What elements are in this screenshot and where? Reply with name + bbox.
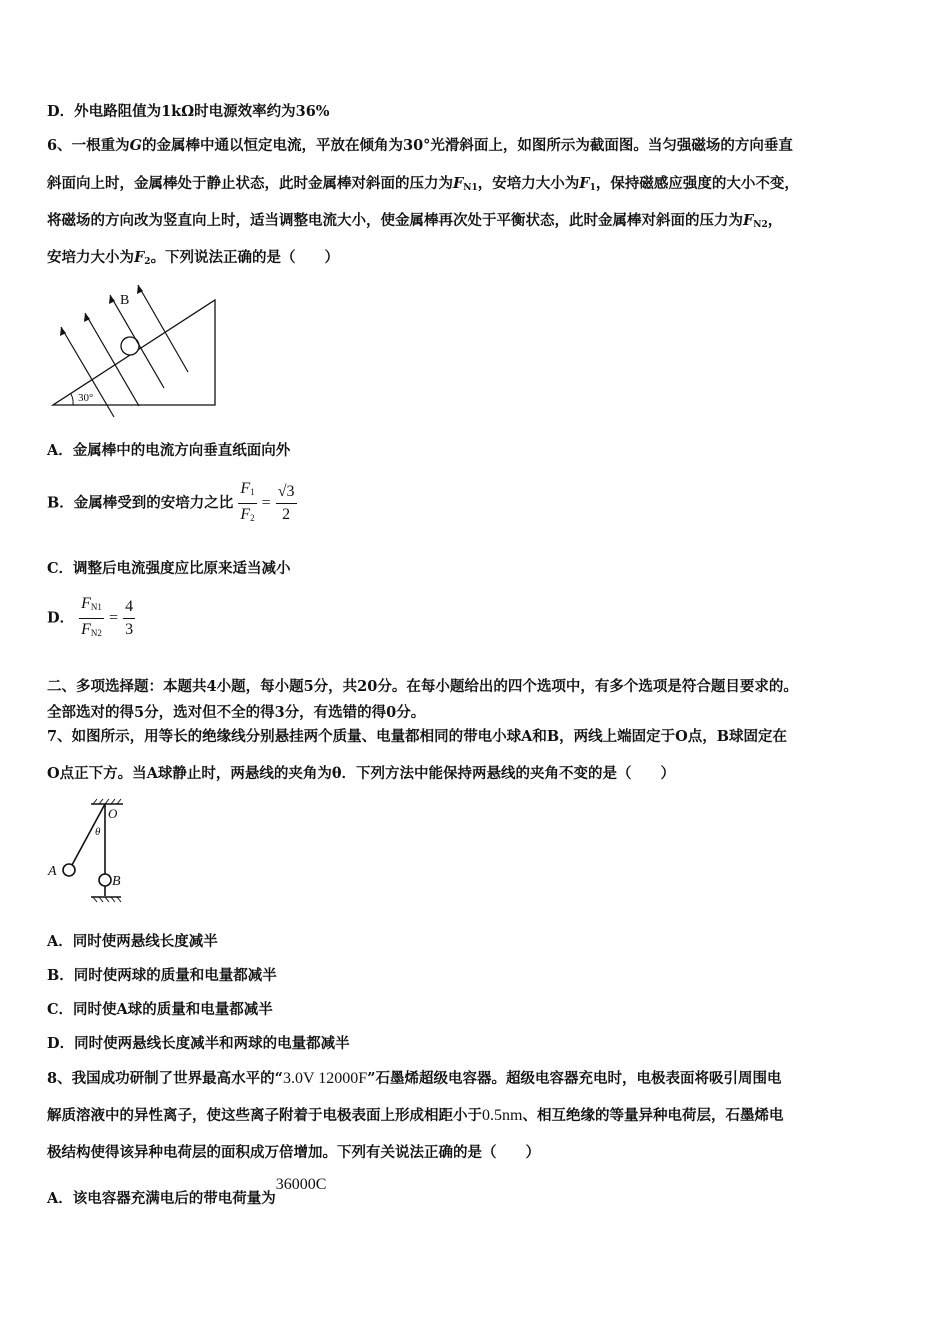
q6-stem-line4 [47, 248, 339, 272]
q8-stem-line1 [47, 1069, 781, 1089]
q6-stem-text: 斜面向上时，金属棒处于静止状态，此时金属棒对斜面的压力为 [47, 175, 453, 192]
q8-stem-text: ”石墨烯超级电容器。超级电容器充电时，电极表面将吸引周围电 [367, 1070, 782, 1087]
q5-option-d: D．外电路阻值为1kΩ时电源效率约为36% [47, 103, 330, 120]
q6-fn2-subscript: N2 [753, 220, 768, 230]
q6-stem-text: 安培力大小为 [47, 249, 134, 266]
q6-option-b-ratio [238, 478, 256, 529]
value-denominator: 2 [282, 506, 291, 523]
q6-option-d-value [123, 596, 135, 641]
q6-stem-text: 6、一根重为 [47, 137, 130, 154]
q8-option-a [47, 1176, 327, 1209]
q6-stem-text: 将磁场的方向改为竖直向上时，适当调整电流大小，使金属棒再次处于平衡状态，此时金属棒对斜面的压力为 [47, 212, 743, 229]
q6-option-d-ratio [79, 593, 104, 644]
section2-header-line2: 全部选对的得5分，选对但不全的得3分，有选错的得0分。 [47, 704, 426, 721]
q8-stem-line2 [47, 1106, 783, 1126]
q6-f1-symbol: F [579, 175, 590, 192]
q6-stem-line3 [47, 211, 782, 235]
q8-stem-text: 解质溶液中的异性离子，使这些离子附着于电极表面上形成相距小于 [47, 1107, 482, 1124]
q6-option-b-value [276, 481, 297, 526]
q8-distance: 0.5nm [482, 1107, 523, 1124]
ball-a [63, 864, 75, 876]
q7-option-d: D．同时使两悬线长度减半和两球的电量都减半 [47, 1035, 350, 1052]
q6-option-c: C．调整后电流强度应比原来适当减小 [47, 560, 291, 577]
q6-option-d-equals: = [108, 609, 119, 627]
label-theta: θ [95, 826, 101, 838]
q6-fn1-subscript: N1 [463, 183, 478, 193]
q8-option-a-text: A．该电容器充满电后的带电荷量为 [47, 1190, 276, 1207]
q8-stem-line3: 极结构使得该异种电荷层的面积成万倍增加。下列有关说法正确的是（ ） [47, 1144, 540, 1161]
label-o: O [108, 806, 118, 821]
angle-label: 30° [78, 392, 94, 404]
q8-stem-text: 8、我国成功研制了世界最高水平的“ [47, 1070, 283, 1087]
q6-fn2-symbol: F [743, 212, 754, 229]
ratio-num-subscript: 1 [250, 487, 255, 497]
q6-stem-line1 [47, 136, 793, 156]
q6-stem-text: 的金属棒中通以恒定电流，平放在倾角为30°光滑斜面上，如图所示为截面图。当匀强磁场的方向垂直 [141, 137, 793, 154]
ratio-den-symbol: F [240, 506, 251, 523]
section2-header-line1: 二、多项选择题：本题共4小题，每小题5分，共20分。在每小题给出的四个选项中，有多个选项是符合题目要求的。 [47, 678, 798, 695]
q6-stem-text: ， [767, 212, 783, 229]
q7-option-b: B．同时使两球的质量和电量都减半 [47, 967, 277, 984]
q6-f2-symbol: F [134, 249, 145, 266]
field-arrowheads [60, 285, 143, 336]
q6-incline-figure [48, 280, 223, 420]
q6-g-symbol: G [129, 137, 142, 154]
ball-b [99, 874, 111, 886]
q7-option-a: A．同时使两悬线长度减半 [47, 933, 218, 950]
q8-option-a-value: 36000C [275, 1176, 327, 1193]
q6-fn1-symbol: F [453, 175, 464, 192]
value-numerator: 4 [123, 596, 135, 619]
ratio-num-symbol: F [81, 595, 91, 612]
ratio-den-subscript: 2 [250, 513, 255, 523]
q6-stem-text: 。下列说法正确的是（ ） [150, 249, 340, 266]
ratio-den-symbol: F [81, 621, 91, 638]
q6-option-b-text: B．金属棒受到的安培力之比 [47, 494, 234, 512]
angle-arc [71, 394, 73, 405]
q7-pendulum-figure [45, 796, 130, 906]
q6-option-d [47, 593, 135, 644]
q8-stem-text: 、相互绝缘的等量异种电荷层，石墨烯电 [522, 1107, 784, 1124]
q6-stem-text: ，保持磁感应强度的大小不变， [595, 175, 799, 192]
ratio-num-symbol: F [240, 480, 251, 497]
q6-option-b [47, 478, 297, 529]
q7-option-c: C．同时使A球的质量和电量都减半 [47, 1001, 273, 1018]
q6-f2-subscript: 2 [144, 257, 151, 267]
q6-f1-subscript: 1 [589, 183, 596, 193]
q6-option-d-label: D． [47, 609, 75, 627]
label-a: A [48, 864, 57, 879]
q6-option-b-equals: = [261, 494, 271, 512]
value-denominator: 3 [125, 621, 134, 638]
q7-stem-line1: 7、如图所示，用等长的绝缘线分别悬挂两个质量、电量都相同的带电小球A和B，两线上端固定于O点，B球固定在 [47, 728, 787, 745]
field-label-b: B [120, 293, 130, 308]
q6-option-a: A．金属棒中的电流方向垂直纸面向外 [47, 442, 291, 459]
q8-capacitor-spec: 3.0V 12000F [282, 1070, 368, 1087]
label-b: B [112, 874, 121, 889]
q6-stem-line2 [47, 174, 799, 198]
ratio-num-subscript: N1 [90, 602, 102, 612]
value-numerator: √3 [276, 481, 297, 504]
ratio-den-subscript: N2 [90, 628, 102, 638]
q7-stem-line2: O点正下方。当A球静止时，两悬线的夹角为θ．下列方法中能保持两悬线的夹角不变的是（ ） [47, 765, 676, 782]
q6-stem-text: ，安培力大小为 [477, 175, 580, 192]
